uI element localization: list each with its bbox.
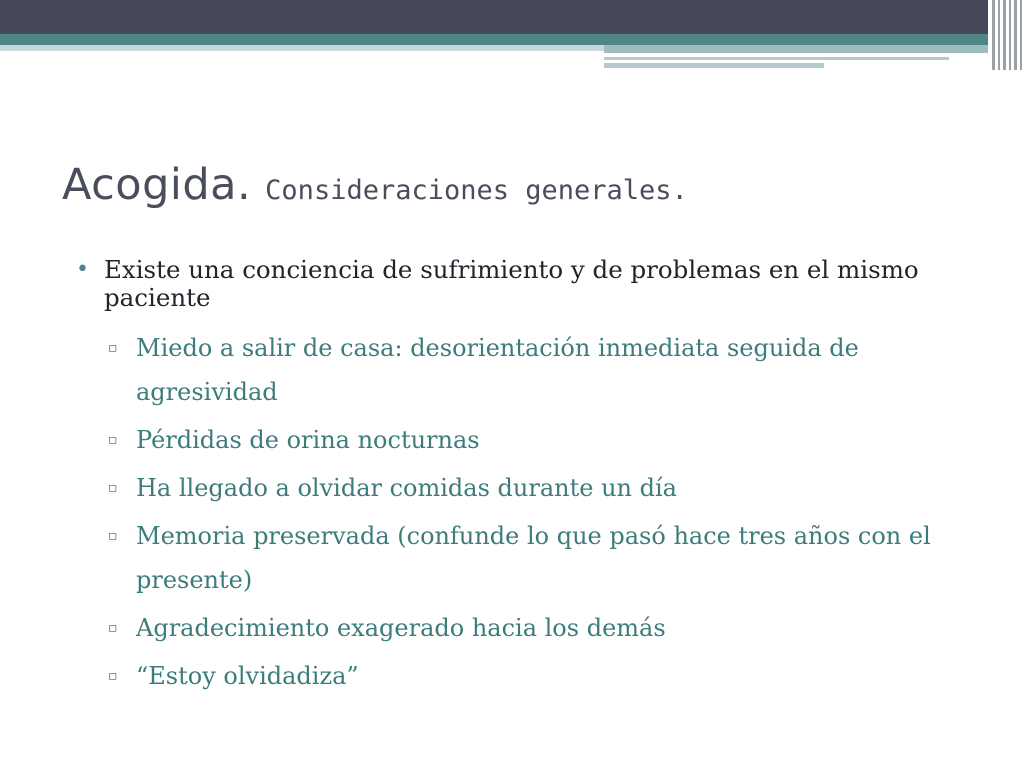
header-bar-light (0, 45, 604, 51)
title-main: Acogida. (62, 160, 252, 210)
header-bar-teal (0, 34, 988, 45)
subbullet-item (108, 418, 988, 462)
subbullet-text: Ha llegado a olvidar comidas durante un día (136, 474, 677, 502)
square-bullet-icon: ▫ (108, 340, 118, 356)
subbullet-item (108, 326, 988, 414)
slide-title (62, 160, 982, 220)
subbullet-text: Miedo a salir de casa: desorientación inmediata seguida de agresividad (136, 334, 859, 406)
square-bullet-icon: ▫ (108, 432, 118, 448)
subbullet-item (108, 606, 988, 650)
subbullet-text: Pérdidas de orina nocturnas (136, 426, 480, 454)
header-line-short (604, 63, 824, 68)
subbullet-list (108, 326, 988, 702)
header-bar-dark (0, 0, 988, 34)
square-bullet-icon: ▫ (108, 620, 118, 636)
subbullet-item (108, 466, 988, 510)
header-stripes-decoration (988, 0, 1024, 70)
subbullet-item (108, 654, 988, 698)
square-bullet-icon: ▫ (108, 480, 118, 496)
title-subtitle: Consideraciones generales. (265, 175, 688, 206)
header-bar-accent (604, 45, 988, 53)
subbullet-item (108, 514, 988, 602)
square-bullet-icon: ▫ (108, 668, 118, 684)
bullet-text: Existe una conciencia de sufrimiento y de problemas en el mismo paciente (104, 255, 919, 312)
header-line-thin (604, 57, 949, 60)
subbullet-text: Memoria preservada (confunde lo que pasó hace tres años con el presente) (136, 522, 931, 594)
subbullet-text: Agradecimiento exagerado hacia los demás (136, 614, 666, 642)
subbullet-text: “Estoy olvidadiza” (136, 662, 359, 690)
bullet-dot-icon: • (76, 257, 89, 282)
square-bullet-icon: ▫ (108, 528, 118, 544)
